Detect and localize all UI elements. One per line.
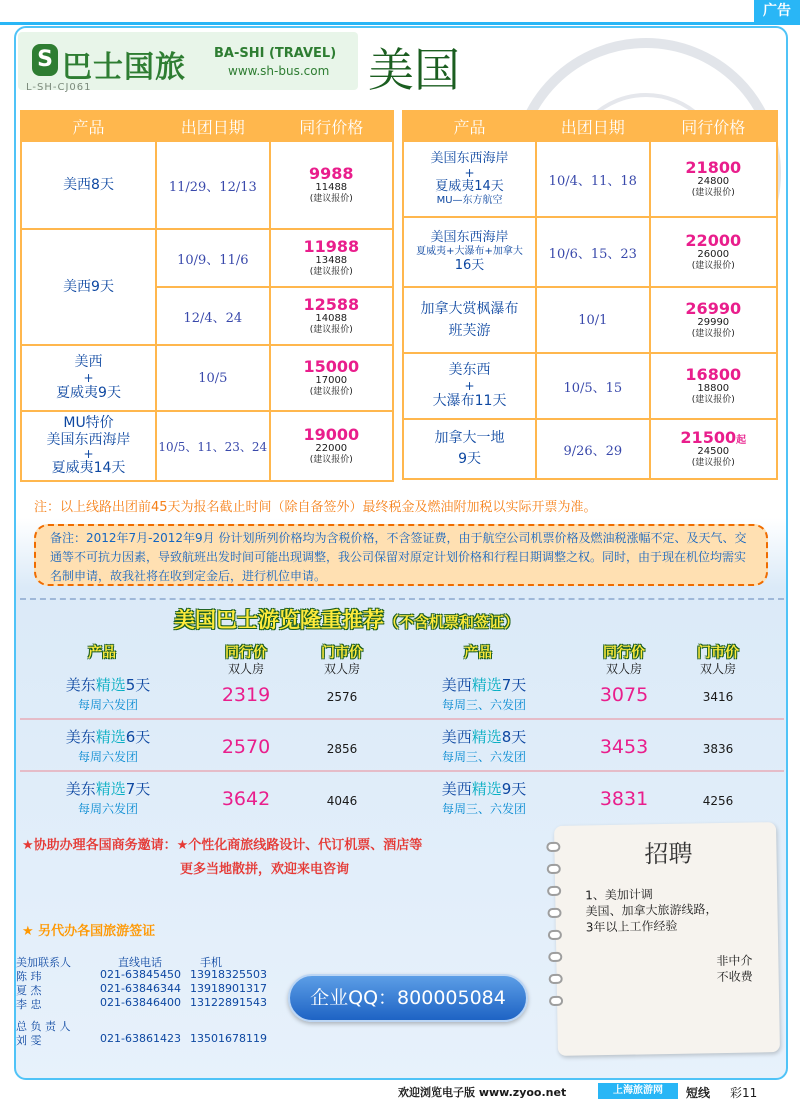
market-price: 24500 — [697, 446, 730, 458]
product-name — [403, 419, 536, 479]
recruit-line: 1、美加计调 — [585, 887, 653, 903]
header-price: 同行价格 — [650, 111, 777, 141]
service-line: ★协助办理各国商务邀请：★个性化商旅线路设计、代订机票、酒店等 — [22, 838, 423, 853]
price-cell — [270, 345, 393, 411]
plus-sign: + — [464, 379, 475, 393]
section-divider — [20, 598, 784, 600]
tour-frequency: 每周三、六发团 — [441, 698, 526, 712]
product-name — [21, 411, 156, 481]
tour-name: 美西精选7天 — [441, 676, 527, 694]
recruit-body — [585, 885, 718, 935]
contact-mobile: 13122891543 — [190, 996, 267, 1009]
product-sub-line: 夏威夷+大瀑布+加拿大 — [416, 245, 523, 257]
contact-mobile: 13918325503 — [190, 968, 267, 981]
table-header-row — [21, 111, 393, 141]
peer-price: 2570 — [221, 736, 271, 758]
price-cell — [650, 287, 777, 353]
col-peer-right: 同行价 — [603, 645, 645, 661]
peer-price: 9988 — [309, 163, 354, 183]
logo-chinese-name: 巴士国旅 — [62, 50, 186, 85]
market-price: 4046 — [326, 794, 358, 808]
contact-phone: 021-63845450 — [100, 968, 181, 981]
logo-english-name: BA-SHI (TRAVEL) — [214, 46, 337, 61]
market-price: 4256 — [702, 794, 734, 808]
tour-name: 美东精选6天 — [65, 728, 151, 746]
left-tour-table — [20, 110, 394, 482]
peer-price: 16800 — [685, 364, 742, 384]
col-peer-left: 同行价 — [225, 645, 267, 661]
col-product-right: 产品 — [464, 645, 492, 661]
product-line: 16天 — [454, 258, 485, 274]
top-divider — [0, 22, 800, 25]
product-line: 加拿大赏枫瀑布 — [420, 300, 519, 317]
price-note: (建议报价) — [309, 194, 353, 205]
table-row — [403, 141, 777, 217]
market-price: 17000 — [315, 375, 348, 387]
plus-sign: + — [83, 447, 94, 462]
market-price: 13488 — [315, 255, 348, 267]
page-footer — [0, 1082, 800, 1100]
recruit-note-line: 非中介 — [716, 953, 753, 969]
table-row — [403, 287, 777, 353]
room-type-label: 双人房 — [605, 662, 642, 676]
price-cell — [270, 141, 393, 229]
departure-dates: 10/4、11、18 — [536, 141, 649, 217]
product-line: 夏威夷14天 — [51, 460, 126, 477]
right-tour-table — [402, 110, 778, 480]
peer-price-value: 21500 — [680, 427, 737, 447]
peer-price — [651, 429, 776, 447]
product-line: 加拿大一地 — [434, 430, 505, 446]
footer-url-text[interactable]: 欢迎浏览电子版 www.zyoo.net — [398, 1086, 567, 1099]
header-date: 出团日期 — [156, 111, 269, 141]
table-row — [21, 345, 393, 411]
price-cell — [270, 287, 393, 345]
peer-price: 3642 — [221, 788, 271, 810]
manager-label: 总 负 责 人 — [16, 1020, 71, 1033]
recommend-title-note: （不含机票和签证） — [384, 613, 520, 631]
market-price: 29990 — [697, 317, 730, 329]
tour-name: 美东精选7天 — [65, 780, 151, 798]
list-item — [20, 774, 784, 824]
product-name: 美西8天 — [21, 141, 156, 229]
room-type-label: 双人房 — [227, 662, 264, 676]
contact-name: 夏 杰 — [16, 984, 42, 997]
table-row — [21, 141, 393, 229]
room-type-label: 双人房 — [699, 662, 736, 676]
contact-phone: 021-63846344 — [100, 982, 181, 995]
ad-page — [14, 26, 788, 1080]
product-line: 美国东西海岸 — [430, 229, 509, 245]
price-note: (建议报价) — [309, 267, 353, 278]
contact-mobile: 13501678119 — [190, 1032, 267, 1045]
page-title: 美国 — [368, 43, 460, 97]
product-line: 9天 — [458, 451, 481, 467]
departure-dates: 10/1 — [536, 287, 649, 353]
departure-dates: 9/26、29 — [536, 419, 649, 479]
header-product: 产品 — [403, 111, 536, 141]
room-type-label: 双人房 — [323, 662, 360, 676]
market-price: 22000 — [315, 443, 348, 455]
license-number: L-SH-CJ061 — [26, 82, 92, 93]
product-line: 班芙游 — [448, 323, 491, 339]
market-price: 3416 — [702, 690, 734, 704]
price-note: (建议报价) — [309, 325, 353, 336]
service-line: 更多当地散拼，欢迎来电咨询 — [180, 862, 350, 877]
footer-section: 短线 — [686, 1086, 711, 1100]
recruit-note-line: 不收费 — [716, 969, 753, 985]
tour-frequency: 每周六发团 — [77, 802, 138, 816]
tour-frequency: 每周三、六发团 — [441, 750, 526, 764]
price-note: (建议报价) — [309, 387, 353, 398]
page-number: 彩11 — [730, 1086, 758, 1100]
price-note: (建议报价) — [691, 458, 735, 469]
contact-phone: 021-63846400 — [100, 996, 181, 1009]
remark-box: 备注：2012年7月-2012年9月 份计划所列价格均为含税价格，不含签证费，由于航空公司机票价格及燃油税涨幅不定、及天气、交通等不可抗力因素，导致航班出发时间可能出现调整，我公司保留对原定计划价格和行程日期调整之权。同时，由于现在机位均需实名制申请，故我社将在收到定金后，进行机位申请。 — [34, 524, 768, 586]
col-product-left: 产品 — [88, 645, 116, 661]
ad-tag: 广告 — [754, 0, 800, 22]
contact-label: 美加联系人 — [16, 956, 71, 969]
price-note: (建议报价) — [691, 329, 735, 340]
footer-badge: 上海旅游网 — [598, 1083, 678, 1099]
price-note: (建议报价) — [691, 395, 735, 406]
departure-dates: 10/5 — [156, 345, 269, 411]
price-cell — [270, 229, 393, 287]
contact-name: 刘 雯 — [16, 1034, 42, 1047]
recommend-title-main: 美国巴士游览隆重推荐 — [174, 608, 384, 632]
price-suffix: 起 — [736, 434, 747, 446]
peer-price: 22000 — [685, 230, 742, 250]
tour-frequency: 每周六发团 — [77, 750, 138, 764]
recruit-note-text — [716, 953, 753, 986]
peer-price: 3075 — [599, 684, 649, 706]
logo-url: www.sh-bus.com — [228, 64, 330, 78]
product-line: 美国东西海岸 — [430, 151, 509, 167]
logo-mark-icon: S — [32, 44, 58, 76]
table-row — [21, 411, 393, 481]
airline-note: MU—东方航空 — [436, 194, 503, 206]
col-market-right: 门市价 — [697, 645, 739, 661]
phone-label: 直线电话 — [118, 956, 162, 969]
peer-price: 15000 — [303, 356, 360, 376]
tour-frequency: 每周六发团 — [77, 698, 138, 712]
departure-dates: 11/29、12/13 — [156, 141, 269, 229]
deadline-note: 注：以上线路出团前45天为报名截止时间（除自备签外）最终税金及燃油附加税以实际开票为准。 — [34, 500, 597, 515]
departure-dates: 10/5、11、23、24 — [156, 411, 269, 481]
product-name — [403, 217, 536, 287]
product-line: 夏威夷14天 — [435, 179, 504, 194]
peer-price: 26990 — [685, 298, 742, 318]
product-name: 美西9天 — [21, 229, 156, 345]
product-line: 美西 — [74, 354, 103, 371]
price-note: (建议报价) — [691, 261, 735, 272]
departure-dates: 12/4、24 — [156, 287, 269, 345]
price-cell — [650, 141, 777, 217]
departure-dates: 10/5、15 — [536, 353, 649, 419]
market-price: 26000 — [697, 249, 730, 261]
price-note: (建议报价) — [691, 188, 735, 199]
plus-sign: + — [83, 371, 94, 385]
market-price: 24800 — [697, 176, 730, 188]
company-logo — [18, 32, 358, 93]
company-qq-badge[interactable]: 企业QQ：800005084 — [288, 974, 528, 1022]
visa-service-line: ★ 另代办各国旅游签证 — [22, 924, 156, 939]
table-row — [403, 353, 777, 419]
market-price: 18800 — [697, 383, 730, 395]
recruit-line: 美国、加拿大旅游线路， — [585, 902, 718, 919]
contact-mobile: 13918901317 — [190, 982, 267, 995]
contact-name: 李 忠 — [16, 998, 42, 1011]
departure-dates: 10/9、11/6 — [156, 229, 269, 287]
product-name — [21, 345, 156, 411]
price-cell — [650, 217, 777, 287]
price-cell — [650, 353, 777, 419]
product-line: 美东西 — [448, 362, 491, 379]
peer-price: 12588 — [303, 294, 360, 314]
peer-price: 3453 — [599, 736, 649, 758]
table-row — [403, 419, 777, 479]
peer-price: 19000 — [303, 424, 360, 444]
contact-phone: 021-63861423 — [100, 1032, 181, 1045]
table-header-row — [403, 111, 777, 141]
table-row — [403, 217, 777, 287]
contact-name: 陈 玮 — [16, 970, 42, 983]
tour-frequency: 每周三、六发团 — [441, 802, 526, 816]
mobile-label: 手机 — [200, 956, 222, 969]
list-item — [20, 722, 784, 772]
recruit-line: 3年以上工作经验 — [585, 918, 678, 935]
peer-price: 2319 — [221, 684, 271, 706]
recruit-note — [554, 822, 780, 1056]
market-price: 14088 — [315, 313, 348, 325]
recommend-title — [174, 604, 519, 634]
list-item — [20, 670, 784, 720]
header-price: 同行价格 — [270, 111, 393, 141]
product-name — [403, 287, 536, 353]
header-product: 产品 — [21, 111, 156, 141]
recruit-title: 招聘 — [644, 839, 693, 869]
price-cell — [650, 419, 777, 479]
peer-price: 21800 — [685, 157, 742, 177]
product-name — [403, 141, 536, 217]
table-row — [21, 229, 393, 287]
peer-price: 3831 — [599, 788, 649, 810]
departure-dates: 10/6、15、23 — [536, 217, 649, 287]
tour-name: 美西精选8天 — [441, 728, 527, 746]
price-note: (建议报价) — [309, 455, 353, 466]
market-price: 3836 — [702, 742, 734, 756]
header-date: 出团日期 — [536, 111, 649, 141]
binder-rings-icon — [546, 842, 565, 1042]
market-price: 2856 — [326, 742, 358, 756]
peer-price: 11988 — [303, 236, 360, 256]
col-market-left: 门市价 — [321, 645, 363, 661]
market-price: 2576 — [326, 690, 358, 704]
product-line: 夏威夷9天 — [56, 385, 121, 401]
product-name — [403, 353, 536, 419]
product-line: 大瀑布11天 — [432, 393, 507, 409]
market-price: 11488 — [315, 182, 348, 194]
tour-name: 美西精选9天 — [441, 780, 527, 798]
product-line: 美国东西海岸 — [46, 431, 131, 448]
price-cell — [270, 411, 393, 481]
product-line: MU特价 — [63, 414, 114, 431]
tour-name: 美东精选5天 — [65, 676, 151, 694]
plus-sign: + — [464, 166, 475, 180]
